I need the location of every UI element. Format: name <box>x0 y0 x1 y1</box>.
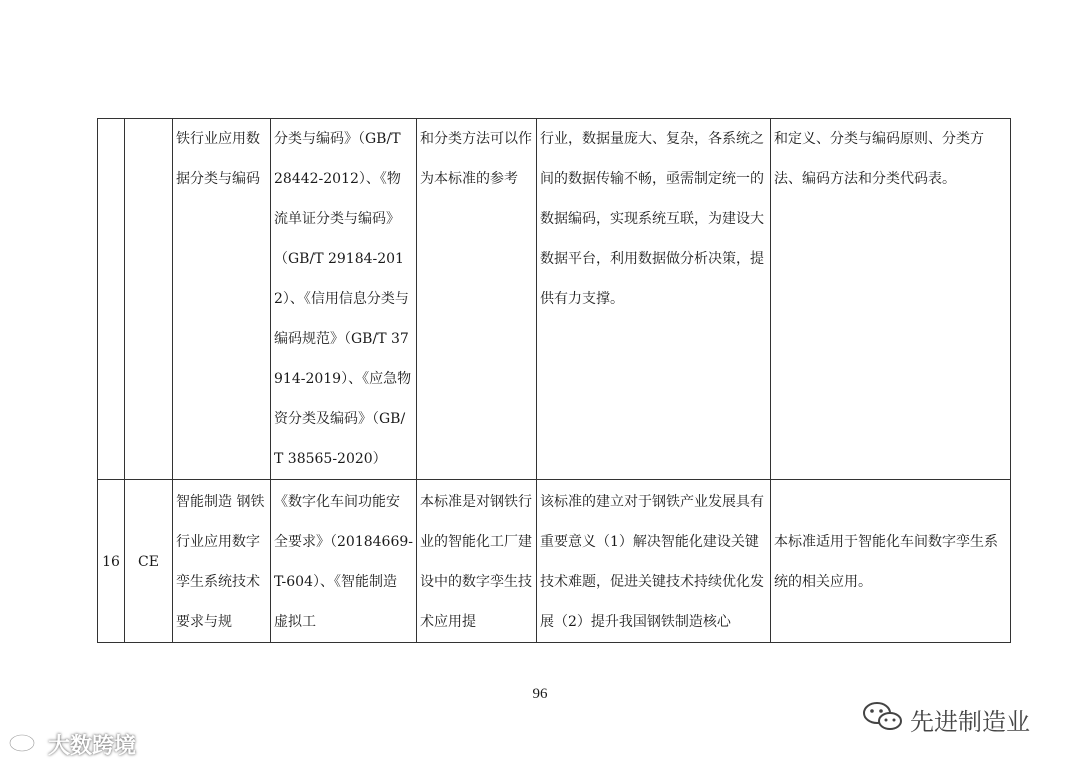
watermark-right <box>862 700 1030 738</box>
cell-references: 《数字化车间功能安全要求》（20184669-T-604）、《智能制造 虚拟工 <box>271 480 417 643</box>
weibo-icon <box>8 728 48 760</box>
cell-basis: 和分类方法可以作为本标准的参考 <box>417 119 537 480</box>
cell-scope: 本标准适用于智能化车间数字孪生系统的相关应用。 <box>771 480 1011 643</box>
cell-standard-name: 智能制造 钢铁行业应用数字孪生系统技术要求与规 <box>173 480 271 643</box>
cell-standard-name: 铁行业应用数据分类与编码 <box>173 119 271 480</box>
table-row <box>98 480 1011 643</box>
cell-significance: 行业，数据量庞大、复杂，各系统之间的数据传输不畅，亟需制定统一的数据编码，实现系统互联，为建设大数据平台，利用数据做分析决策，提供有力支撑。 <box>537 119 771 480</box>
cell-basis: 本标准是对钢铁行业的智能化工厂建设中的数字孪生技术应用提 <box>417 480 537 643</box>
cell-code <box>125 119 173 480</box>
watermark-right-text: 先进制造业 <box>910 707 1030 736</box>
table-row <box>98 119 1011 480</box>
cell-number: 16 <box>98 480 125 643</box>
cell-number <box>98 119 125 480</box>
page-number: 96 <box>532 686 548 702</box>
cell-references: 分类与编码》（GB/T 28442-2012）、《物流单证分类与编码》（GB/T 29184-2012）、《信用信息分类与编码规范》（GB/T 37914-2019）、《应急物资分类及编码》（GB/T 38565-2020） <box>271 119 417 480</box>
cell-code: CE <box>125 480 173 643</box>
watermark-left-text: 大数跨境 <box>48 733 137 759</box>
watermark-left <box>8 728 136 760</box>
wechat-icon <box>862 700 904 738</box>
cell-significance: 该标准的建立对于钢铁产业发展具有重要意义（1）解决智能化建设关键技术难题，促进关键技术持续优化发展（2）提升我国钢铁制造核心 <box>537 480 771 643</box>
standards-table <box>97 118 1011 643</box>
cell-scope: 和定义、分类与编码原则、分类方法、编码方法和分类代码表。 <box>771 119 1011 480</box>
